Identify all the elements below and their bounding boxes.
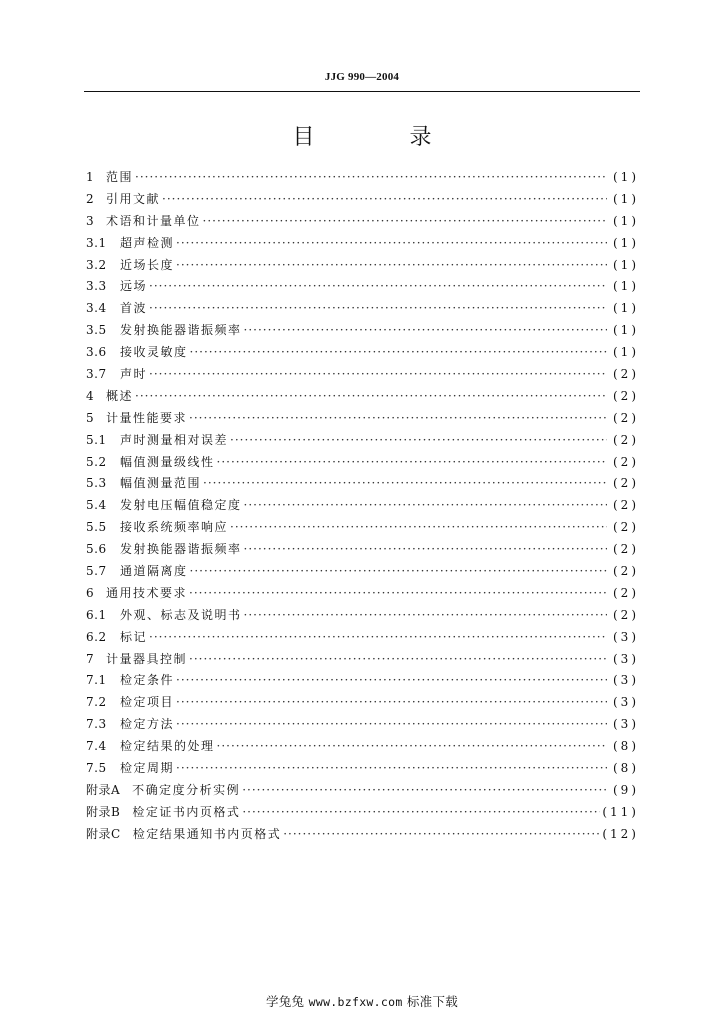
toc-entry-label: 声时	[120, 367, 148, 382]
toc-entry[interactable]	[86, 233, 639, 255]
toc-entry-page: (2)	[613, 498, 639, 513]
toc-entry-page: (1)	[613, 345, 639, 360]
toc-dot-leader	[190, 561, 607, 583]
toc-entry[interactable]	[86, 473, 639, 495]
toc-dot-leader	[190, 342, 607, 364]
toc-entry-page: (1)	[613, 301, 639, 316]
toc-dot-leader	[244, 605, 607, 627]
toc-entry-label: 通道隔离度	[120, 564, 188, 579]
toc-entry-number: 3.5	[86, 323, 107, 338]
toc-entry-page: (2)	[613, 542, 639, 557]
toc-entry-label: 检定证书内页格式	[132, 804, 241, 819]
toc-entry-page: (1)	[613, 323, 639, 338]
toc-dot-leader	[176, 670, 607, 692]
toc-entry-label: 接收灵敏度	[120, 345, 188, 360]
toc-entry-label: 发射换能器谐振频率	[120, 323, 242, 338]
toc-entry[interactable]	[86, 802, 639, 824]
toc-entry-page: (2)	[613, 454, 639, 469]
toc-entry-label: 概述	[106, 388, 134, 403]
toc-entry-label: 首波	[120, 301, 148, 316]
toc-entry[interactable]	[86, 342, 639, 364]
toc-entry[interactable]	[86, 452, 639, 474]
toc-entry-label: 检定周期	[120, 761, 175, 776]
toc-dot-leader	[189, 583, 607, 605]
toc-entry[interactable]	[86, 430, 639, 452]
toc-entry-page: (8)	[613, 761, 639, 776]
toc-entry-number: 7.2	[86, 695, 107, 710]
toc-entry-page: (3)	[613, 673, 639, 688]
toc-dot-leader	[217, 452, 607, 474]
toc-dot-leader	[149, 364, 607, 386]
toc-entry-label: 标记	[120, 629, 148, 644]
toc-entry[interactable]	[86, 255, 639, 277]
toc-entry-label: 术语和计量单位	[106, 213, 201, 228]
toc-entry-page: (1)	[613, 191, 639, 206]
toc-dot-leader	[176, 255, 607, 277]
toc-dot-leader	[217, 736, 607, 758]
toc-entry-label: 超声检测	[120, 235, 175, 250]
toc-entry[interactable]	[86, 627, 639, 649]
toc-entry-label: 外观、标志及说明书	[120, 607, 242, 622]
toc-entry[interactable]	[86, 167, 639, 189]
toc-entry-number: 4	[86, 388, 95, 403]
toc-entry-label: 计量器具控制	[106, 651, 188, 666]
toc-entry-label: 声时测量相对误差	[120, 432, 229, 447]
footer	[0, 992, 724, 1010]
toc-entry-label: 远场	[120, 279, 148, 294]
toc-dot-leader	[189, 408, 607, 430]
toc-entry-page: (2)	[613, 367, 639, 382]
toc-dot-leader	[162, 189, 607, 211]
toc-list	[86, 167, 639, 846]
toc-entry-page: (11)	[602, 804, 639, 819]
toc-entry-page: (2)	[613, 585, 639, 600]
toc-dot-leader	[244, 539, 607, 561]
toc-entry-label: 检定结果通知书内页格式	[132, 826, 282, 841]
toc-entry-number: 5.2	[86, 454, 107, 469]
toc-entry-page: (2)	[613, 476, 639, 491]
toc-entry-number: 6.1	[86, 607, 107, 622]
footer-site-name: 学兔兔	[265, 994, 305, 1009]
toc-entry-label: 接收系统频率响应	[120, 520, 229, 535]
toc-entry-page: (1)	[613, 279, 639, 294]
toc-entry-label: 发射换能器谐振频率	[120, 542, 242, 557]
toc-entry-label: 幅值测量级线性	[120, 454, 215, 469]
toc-dot-leader	[244, 320, 607, 342]
toc-entry-label: 引用文献	[106, 191, 161, 206]
toc-title: 目 录	[292, 125, 476, 150]
toc-entry[interactable]	[86, 736, 639, 758]
toc-dot-leader	[203, 211, 607, 233]
toc-entry-number: 7.3	[86, 717, 107, 732]
toc-entry[interactable]	[86, 780, 639, 802]
toc-entry[interactable]	[86, 561, 639, 583]
toc-entry-page: (2)	[613, 410, 639, 425]
toc-entry-page: (1)	[613, 257, 639, 272]
toc-entry-number: 5.7	[86, 564, 107, 579]
toc-dot-leader	[149, 276, 607, 298]
toc-entry-label: 检定条件	[120, 673, 175, 688]
toc-entry-label: 计量性能要求	[106, 410, 188, 425]
toc-entry-number: 3.4	[86, 301, 107, 316]
header-rule	[84, 91, 640, 92]
toc-dot-leader	[176, 692, 607, 714]
toc-entry-label: 通用技术要求	[106, 585, 188, 600]
toc-entry-number: 7	[86, 651, 95, 666]
toc-entry-number: 1	[86, 170, 95, 184]
toc-entry-label: 不确定度分析实例	[132, 782, 241, 797]
toc-entry-label: 检定结果的处理	[120, 739, 215, 754]
toc-entry-page: (12)	[602, 826, 639, 841]
toc-entry-page: (2)	[613, 607, 639, 622]
toc-entry[interactable]	[86, 298, 639, 320]
toc-entry-number: 7.5	[86, 761, 107, 776]
toc-entry[interactable]	[86, 692, 639, 714]
toc-entry[interactable]	[86, 408, 639, 430]
toc-entry[interactable]	[86, 670, 639, 692]
toc-dot-leader	[283, 824, 600, 846]
toc-dot-leader	[176, 233, 607, 255]
toc-entry-label: 幅值测量范围	[120, 476, 202, 491]
toc-entry-number: 附录A	[86, 782, 121, 797]
toc-dot-leader	[230, 517, 607, 539]
toc-entry-page: (3)	[613, 717, 639, 732]
toc-entry[interactable]	[86, 714, 639, 736]
toc-entry-number: 5	[86, 410, 95, 425]
toc-entry-number: 2	[86, 191, 95, 206]
toc-entry[interactable]	[86, 517, 639, 539]
toc-entry-page: (2)	[613, 520, 639, 535]
toc-dot-leader	[242, 780, 607, 802]
toc-entry-label: 近场长度	[120, 257, 175, 272]
toc-entry[interactable]	[86, 758, 639, 780]
toc-entry[interactable]	[86, 320, 639, 342]
standard-code: JJG 990—2004	[324, 71, 400, 83]
toc-entry[interactable]	[86, 539, 639, 561]
toc-entry-number: 3.6	[86, 345, 107, 360]
toc-entry[interactable]	[86, 824, 639, 846]
toc-entry-number: 7.4	[86, 739, 107, 754]
toc-entry-label: 检定项目	[120, 695, 175, 710]
toc-entry[interactable]	[86, 364, 639, 386]
toc-entry-page: (1)	[613, 235, 639, 250]
toc-entry[interactable]	[86, 605, 639, 627]
toc-dot-leader	[203, 473, 607, 495]
toc-dot-leader	[149, 298, 607, 320]
toc-dot-leader	[244, 495, 607, 517]
toc-entry-number: 5.5	[86, 520, 107, 535]
toc-entry[interactable]	[86, 495, 639, 517]
toc-entry-number: 5.1	[86, 432, 107, 447]
toc-entry-page: (2)	[613, 388, 639, 403]
toc-entry-number: 6.2	[86, 629, 107, 644]
toc-entry-page: (1)	[613, 170, 639, 184]
toc-entry-page: (2)	[613, 564, 639, 579]
toc-entry-page: (1)	[613, 213, 639, 228]
toc-dot-leader	[135, 167, 607, 189]
toc-entry-number: 3	[86, 213, 95, 228]
footer-tagline: 标准下载	[406, 994, 459, 1009]
toc-entry-page: (9)	[613, 782, 639, 797]
toc-entry-label: 发射电压幅值稳定度	[120, 498, 242, 513]
toc-entry-number: 3.3	[86, 279, 107, 294]
toc-dot-leader	[135, 386, 607, 408]
toc-entry-number: 5.6	[86, 542, 107, 557]
toc-entry-label: 检定方法	[120, 717, 175, 732]
toc-entry-label: 范围	[106, 170, 134, 184]
toc-entry-number: 附录C	[86, 826, 121, 841]
toc-dot-leader	[176, 758, 607, 780]
toc-dot-leader	[176, 714, 607, 736]
toc-entry-number: 附录B	[86, 804, 121, 819]
toc-dot-leader	[189, 649, 607, 671]
toc-entry-number: 3.1	[86, 235, 107, 250]
toc-entry-number: 6	[86, 585, 95, 600]
toc-entry-page: (3)	[613, 651, 639, 666]
toc-entry-number: 5.4	[86, 498, 107, 513]
toc-entry[interactable]	[86, 189, 639, 211]
toc-entry[interactable]	[86, 211, 639, 233]
toc-entry[interactable]	[86, 276, 639, 298]
toc-dot-leader	[230, 430, 607, 452]
toc-entry-number: 3.2	[86, 257, 107, 272]
toc-entry-number: 3.7	[86, 367, 107, 382]
toc-entry-page: (2)	[613, 432, 639, 447]
toc-entry-number: 7.1	[86, 673, 107, 688]
toc-entry[interactable]	[86, 649, 639, 671]
toc-entry[interactable]	[86, 583, 639, 605]
toc-entry-number: 5.3	[86, 476, 107, 491]
toc-entry-page: (3)	[613, 629, 639, 644]
toc-entry-page: (3)	[613, 695, 639, 710]
toc-entry-page: (8)	[613, 739, 639, 754]
toc-entry[interactable]	[86, 386, 639, 408]
toc-dot-leader	[242, 802, 600, 824]
toc-dot-leader	[149, 627, 607, 649]
footer-url[interactable]: www.bzfxw.com	[308, 995, 403, 1009]
